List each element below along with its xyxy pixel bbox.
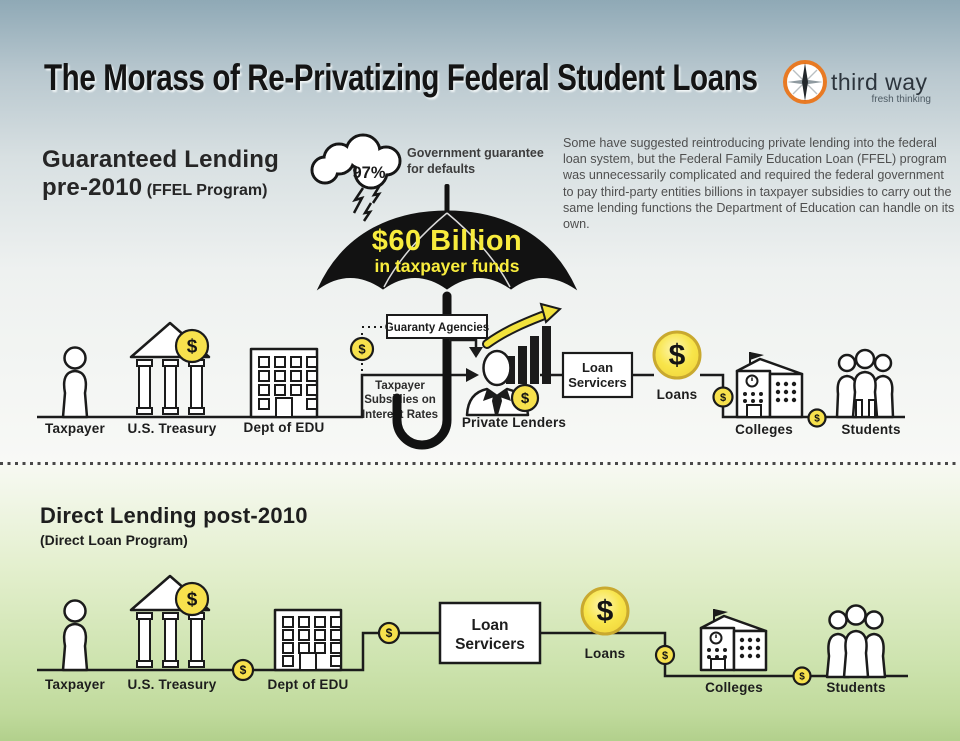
dept-of-edu-icon	[251, 349, 317, 417]
umbrella-subtext: in taxpayer funds	[374, 256, 520, 276]
students-label: Students	[841, 422, 901, 437]
edu-label: Dept of EDU	[243, 420, 325, 435]
colleges-label: Colleges	[705, 680, 763, 695]
storm-cloud-icon	[312, 135, 400, 221]
dollar-sign: $	[520, 390, 530, 407]
guaranty-connector	[449, 340, 476, 348]
private-lenders-label: Private Lenders	[461, 415, 567, 430]
dollar-sign: $	[186, 589, 198, 611]
treasury-label: U.S. Treasury	[127, 677, 217, 692]
guarantee-percentage: 97%	[352, 164, 386, 182]
taxpayer-icon	[63, 601, 87, 671]
edu-label: Dept of EDU	[267, 677, 349, 692]
dollar-sign: $	[814, 413, 820, 425]
taxpayer-label: Taxpayer	[45, 677, 105, 692]
dollar-sign: $	[668, 339, 686, 372]
dollar-sign: $	[596, 595, 614, 628]
dollar-sign: $	[358, 341, 366, 357]
loan-servicers-label-2: Servicers	[568, 375, 627, 390]
dept-of-edu-icon	[275, 610, 341, 670]
dollar-sign: $	[239, 663, 247, 677]
post2010-heading-line2: (Direct Loan Program)	[40, 532, 188, 548]
pre2010-heading-line2: pre-2010	[42, 174, 143, 201]
treasury-icon	[131, 323, 209, 414]
colleges-icon	[701, 609, 766, 670]
page-title: The Morass of Re-Privatizing Federal Student Loans	[44, 57, 758, 98]
loans-label: Loans	[584, 646, 626, 661]
arrowhead-down	[469, 347, 483, 358]
post2010-heading-line1: Direct Lending post-2010	[40, 503, 308, 528]
taxpayer-icon	[63, 348, 87, 418]
colleges-icon	[737, 352, 802, 417]
dollar-sign: $	[385, 626, 393, 640]
treasury-icon	[131, 576, 209, 667]
dollar-sign: $	[799, 671, 805, 683]
colleges-label: Colleges	[735, 422, 793, 437]
subsidies-line1: Taxpayer	[375, 380, 425, 392]
treasury-label: U.S. Treasury	[127, 421, 217, 436]
intro-paragraph: Some have suggested reintroducing private lending into the federal loan system, but the Federal Family Education Loan (FFEL) program was unnecessarily complicated and required the federal government to pay third-party entities billions in taxpayer subsidies to carry out the same lending functions the Department of Education can handle on its own.	[563, 136, 955, 232]
dollar-sign: $	[661, 650, 669, 662]
post2010-diagram	[37, 576, 908, 695]
logo-tagline: fresh thinking	[871, 94, 931, 105]
logo-name: third way	[831, 69, 928, 95]
subsidies-line3: Interest Rates	[361, 408, 439, 421]
cloud-caption-line1: Government guarantee	[407, 146, 544, 160]
pre2010-program-label: (FFEL Program)	[146, 182, 268, 199]
students-icon	[837, 350, 893, 417]
dollar-sign: $	[186, 336, 198, 358]
loan-servicers-label-1: Loan	[471, 617, 509, 634]
loan-servicers-label-1: Loan	[581, 360, 614, 375]
bar-chart-icon	[506, 326, 551, 384]
students-label: Students	[826, 680, 886, 695]
thirdway-logo	[785, 62, 931, 105]
taxpayer-label: Taxpayer	[45, 421, 105, 436]
dollar-sign: $	[719, 392, 727, 404]
guaranty-agencies-label: Guaranty Agencies	[384, 322, 490, 334]
arrowhead-to-lenders	[466, 368, 479, 382]
loans-label: Loans	[656, 387, 698, 402]
subsidies-line2: Subsidies on	[364, 394, 436, 407]
students-icon	[827, 606, 885, 678]
cloud-caption-line2: for defaults	[407, 161, 476, 176]
loan-servicers-label-2: Servicers	[455, 636, 525, 653]
pre2010-heading-line1: Guaranteed Lending	[42, 146, 279, 173]
umbrella-amount: $60 Billion	[371, 225, 523, 257]
lightning-bolts-icon	[354, 185, 380, 221]
pre2010-diagram	[37, 135, 905, 445]
